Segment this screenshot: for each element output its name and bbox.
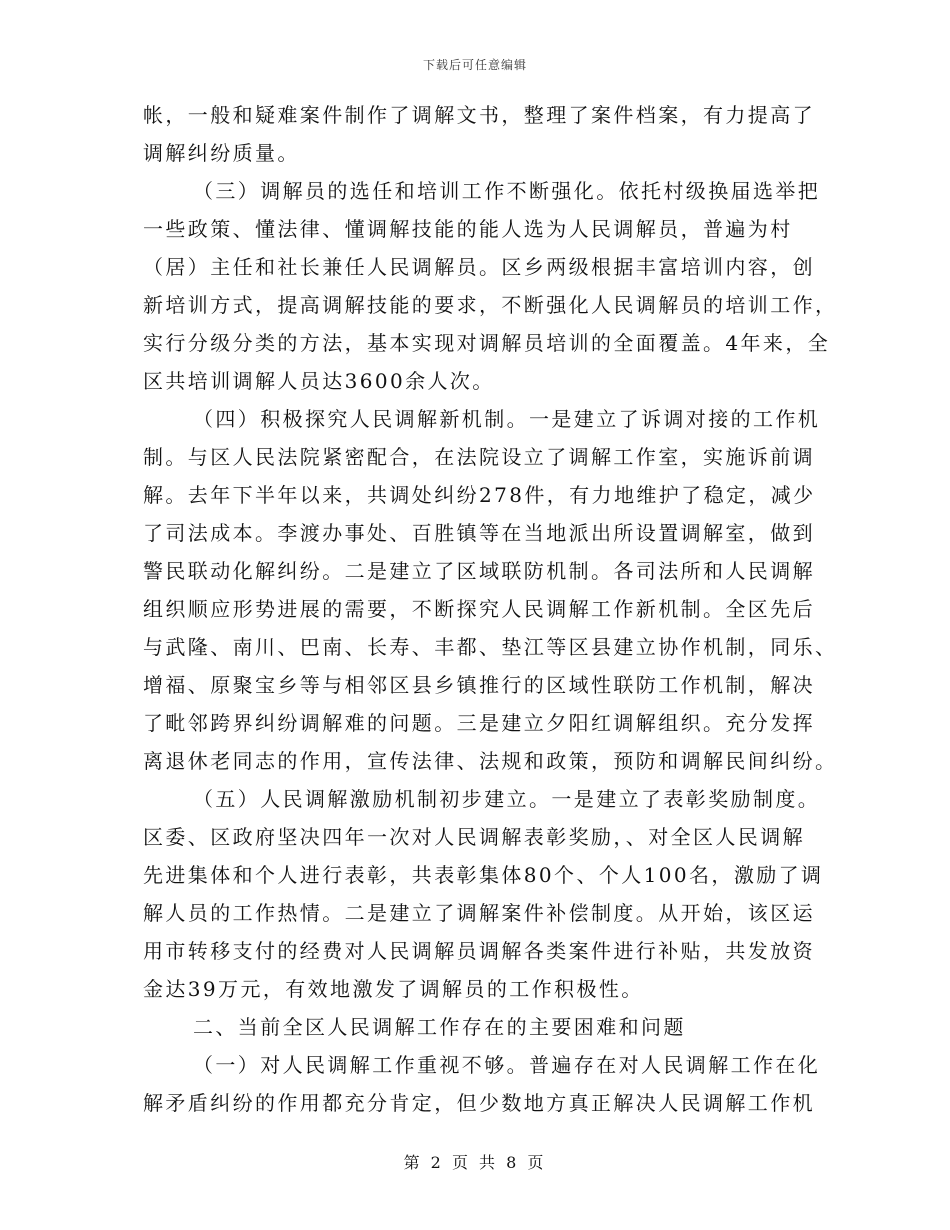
paragraph-start-line: （一）对人民调解工作重视不够。普遍存在对人民调解工作在化	[193, 1053, 821, 1077]
text-line: 与武隆、南川、巴南、长寿、丰都、垫江等区县建立协作机制，同乐、	[143, 635, 838, 659]
section-heading: 二、当前全区人民调解工作存在的主要困难和问题	[193, 1015, 686, 1039]
document-body	[143, 96, 838, 1122]
text-line: 实行分级分类的方法，基本实现对调解员培训的全面覆盖。4年来，全	[143, 331, 831, 355]
text-line: 金达39万元，有效地激发了调解员的工作积极性。	[143, 977, 644, 1001]
text-line: 先进集体和个人进行表彰，共表彰集体80个、个人100名，激励了调	[143, 863, 824, 887]
text-line: 一些政策、懂法律、懂调解技能的能人选为人民调解员，普遍为村	[143, 217, 793, 241]
text-line: 新培训方式，提高调解技能的要求，不断强化人民调解员的培训工作，	[143, 293, 838, 317]
paragraph-start-line: （五）人民调解激励机制初步建立。一是建立了表彰奖励制度。	[193, 787, 821, 811]
text-line: 警民联动化解纠纷。二是建立了区域联防机制。各司法所和人民调解	[143, 559, 815, 583]
text-line: 帐，一般和疑难案件制作了调解文书，整理了案件档案，有力提高了	[143, 103, 815, 127]
text-line: 了司法成本。李渡办事处、百胜镇等在当地派出所设置调解室，做到	[143, 521, 815, 545]
text-line: 区委、区政府坚决四年一次对人民调解表彰奖励，、对全区人民调解	[143, 825, 805, 849]
text-line: 解。去年下半年以来，共调处纠纷278件，有力地维护了稳定，减少	[143, 483, 816, 507]
paragraph-start-line: （三）调解员的选任和培训工作不断强化。依托村级换届选举把	[193, 179, 821, 203]
text-line: 调解纠纷质量。	[143, 141, 300, 165]
page-header: 下载后可任意编辑	[422, 58, 527, 72]
text-line: 区共培训调解人员达3600余人次。	[143, 369, 495, 393]
page-number-footer: 第 2 页 共 8 页	[403, 1153, 547, 1172]
text-line: 解矛盾纠纷的作用都充分肯定，但少数地方真正解决人民调解工作机	[143, 1091, 815, 1115]
text-line: 离退休老同志的作用，宣传法律、法规和政策，预防和调解民间纠纷。	[143, 749, 838, 773]
text-line: 组织顺应形势进展的需要，不断探究人民调解工作新机制。全区先后	[143, 597, 815, 621]
paragraph-start-line: （四）积极探究人民调解新机制。一是建立了诉调对接的工作机	[193, 407, 821, 431]
text-line: 解人员的工作热情。二是建立了调解案件补偿制度。从开始，该区运	[143, 901, 815, 925]
text-line: 增福、原聚宝乡等与相邻区县乡镇推行的区域性联防工作机制，解决	[143, 673, 815, 697]
text-line: （居）主任和社长兼任人民调解员。区乡两级根据丰富培训内容，创	[143, 255, 815, 279]
text-line: 制。与区人民法院紧密配合，在法院设立了调解工作室，实施诉前调	[143, 445, 815, 469]
text-line: 用市转移支付的经费对人民调解员调解各类案件进行补贴，共发放资	[143, 939, 815, 963]
text-line: 了毗邻跨界纠纷调解难的问题。三是建立夕阳红调解组织。充分发挥	[143, 711, 815, 735]
